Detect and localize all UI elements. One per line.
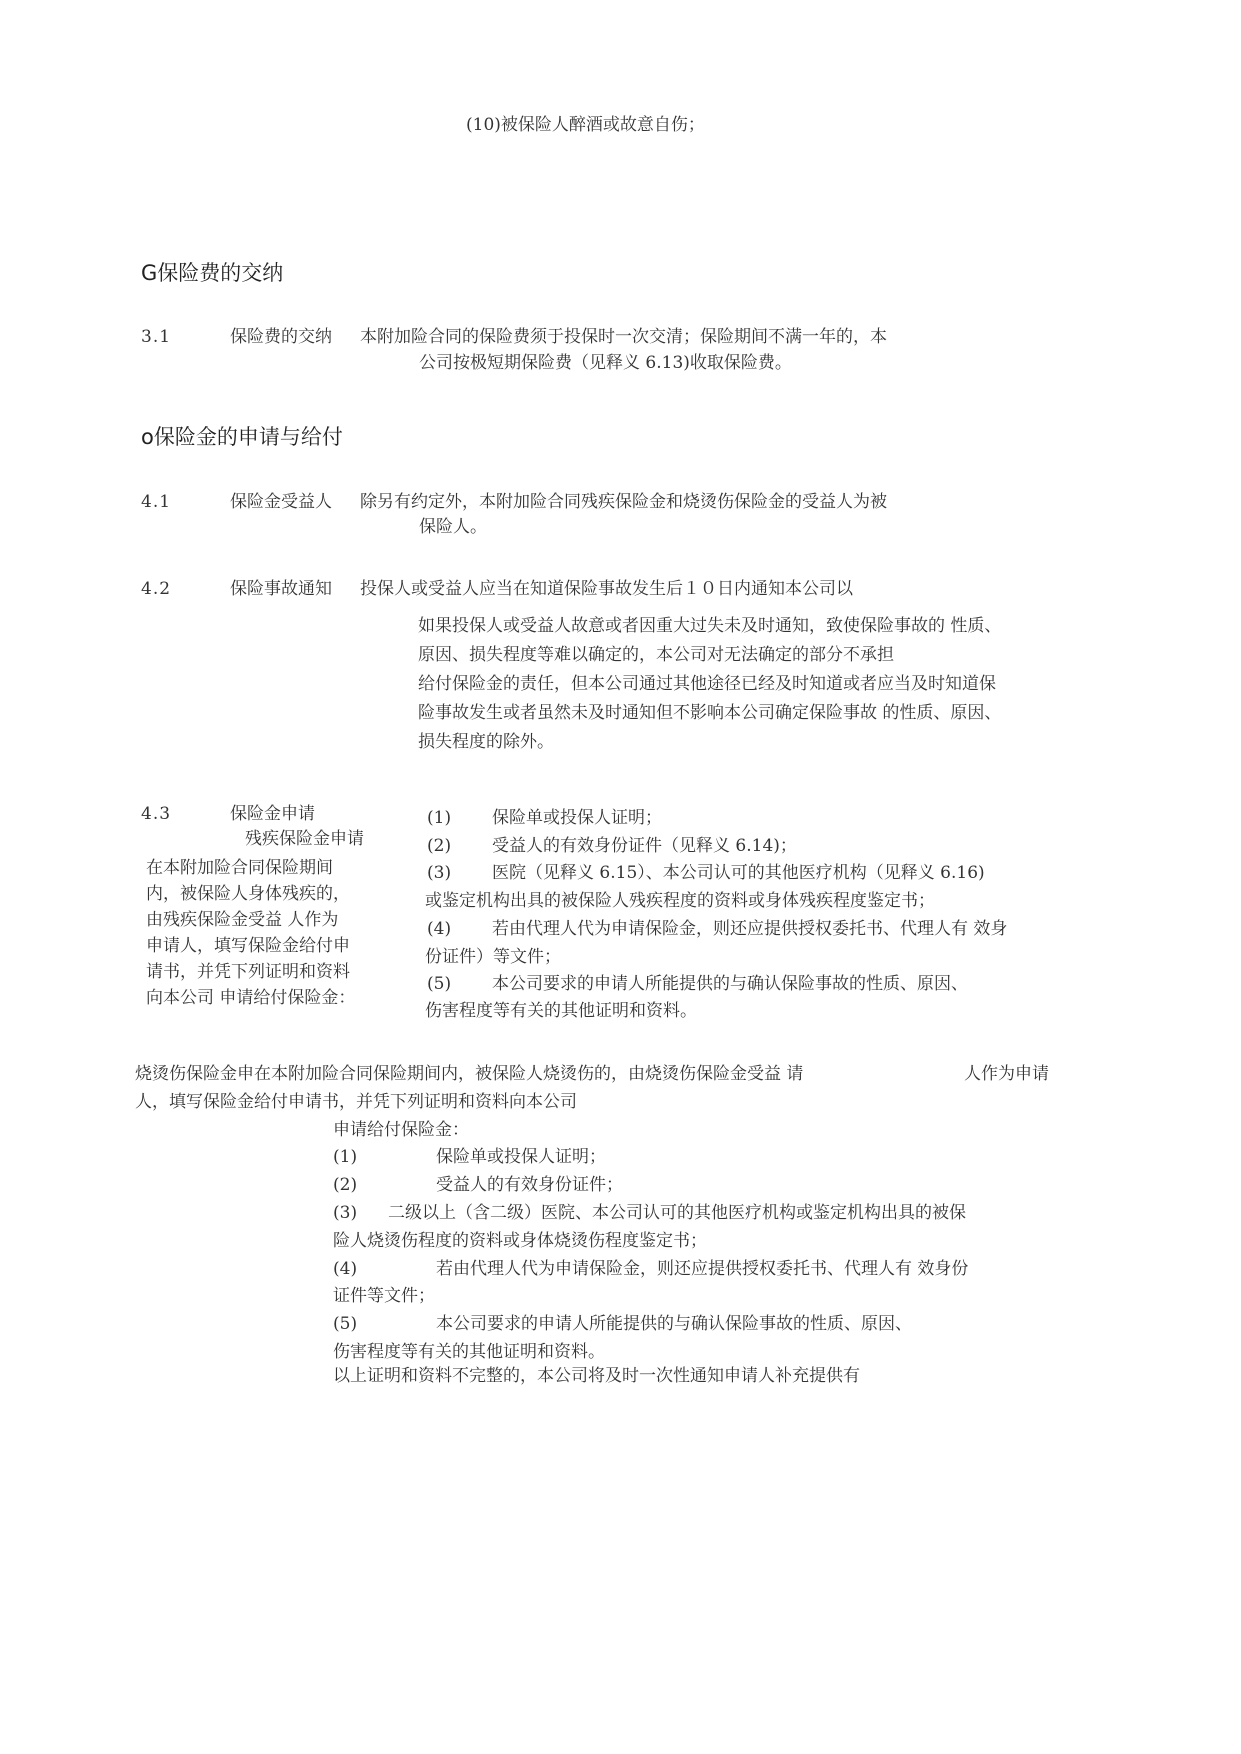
clause-label-4-1: 保险金受益人 [230,492,332,512]
burn-claim-line1: 烧烫伤保险金申在本附加险合同保险期间内，被保险人烧烫伤的，由烧烫伤保险金受益 请 [135,1064,804,1084]
list-item-text: 若由代理人代为申请保险金，则还应提供授权委托书、代理人有 效身份 [436,1259,969,1279]
clause-number-4-2: 4.2 [141,579,172,599]
list-item-continuation: 证件等文件； [333,1286,435,1306]
burn-claim-line3: 申请给付保险金： [333,1120,469,1140]
intro-line: 由残疾保险金受益 人作为 [146,910,339,930]
clause-label-4-2: 保险事故通知 [230,579,332,599]
disability-claim-intro [146,855,355,1011]
clause-text-3-1-line1: 本附加险合同的保险费须于投保时一次交清；保险期间不满一年的，本 [360,327,887,347]
intro-line: 申请人，填写保险金给付申 [146,936,350,956]
intro-line: 在本附加险合同保险期间 [146,858,333,878]
clause-text-4-1-line1: 除另有约定外，本附加险合同残疾保险金和烧烫伤保险金的受益人为被 [360,492,887,512]
list-item-text: 若由代理人代为申请保险金，则还应提供授权委托书、代理人有 效身 [492,919,1008,939]
clause-text-4-2-body [418,612,1001,757]
list-item-text: 保险单或投保人证明； [492,808,662,828]
clause-text-4-2-line1: 投保人或受益人应当在知道保险事故发生后１０日内通知本公司以 [360,579,853,599]
clause-text-3-1-line2: 公司按极短期保险费（见释义 6.13)收取保险费。 [419,353,792,373]
clause-text-line: 险事故发生或者虽然未及时通知但不影响本公司确定保险事故 的性质、原因、 [418,703,1002,723]
clause-label-3-1: 保险费的交纳 [230,327,332,347]
list-item-number: (2) [333,1175,358,1195]
list-item-number: (5) [333,1314,358,1334]
list-item-number: (1) [427,808,452,828]
list-item-number: (1) [333,1147,358,1167]
list-item-text: 受益人的有效身份证件； [436,1175,623,1195]
clause-number-3-1: 3.1 [141,327,172,347]
intro-line: 向本公司 申请给付保险金： [146,988,356,1008]
burn-claim-line2: 人，填写保险金给付申请书，并凭下列证明和资料向本公司 [135,1092,577,1112]
intro-line: 内，被保险人身体残疾的， [146,884,350,904]
clause-text-line: 原因、损失程度等难以确定的，本公司对无法确定的部分不承担 [418,645,894,665]
list-item-number: (2) [427,836,452,856]
section-title-claims: o保险金的申请与给付 [141,425,343,449]
clause-text-4-1-line2: 保险人。 [419,517,487,537]
list-item-text: 保险单或投保人证明； [436,1147,606,1167]
list-item-number: (3) [333,1203,358,1223]
disability-claim-label: 残疾保险金申请 [245,829,364,849]
list-item-continuation: 或鉴定机构出具的被保险人残疾程度的资料或身体残疾程度鉴定书； [425,891,935,911]
list-item-text: 本公司要求的申请人所能提供的与确认保险事故的性质、原因、 [436,1314,912,1334]
list-item-continuation: 伤害程度等有关的其他证明和资料。 [333,1342,605,1362]
list-item-number: (3) [427,863,452,883]
intro-line: 请书，并凭下列证明和资料 [146,962,350,982]
incomplete-documents-note: 以上证明和资料不完整的，本公司将及时一次性通知申请人补充提供有 [333,1366,860,1386]
list-item-continuation: 份证件）等文件； [425,947,561,967]
burn-claim-line1-tail: 人作为申请 [964,1064,1049,1084]
list-item-continuation: 伤害程度等有关的其他证明和资料。 [425,1001,697,1021]
clause-text-line: 如果投保人或受益人故意或者因重大过失未及时通知，致使保险事故的 性质、 [418,616,1002,636]
list-item-text: 二级以上（含二级）医院、本公司认可的其他医疗机构或鉴定机构出具的被保 [388,1203,966,1223]
list-item-number: (4) [333,1259,358,1279]
clause-number-4-1: 4.1 [141,492,172,512]
clause-number-4-3: 4.3 [141,804,172,824]
list-item-continuation: 险人烧烫伤程度的资料或身体烧烫伤程度鉴定书； [333,1231,707,1251]
clause-text-line: 损失程度的除外。 [418,732,554,752]
list-item-text: 医院（见释义 6.15）、本公司认可的其他医疗机构（见释义 6.16) [492,863,985,883]
exclusion-item-10: (10)被保险人醉酒或故意自伤； [466,115,705,135]
clause-text-line: 给付保险金的责任，但本公司通过其他途径已经及时知道或者应当及时知道保 [418,674,996,694]
list-item-number: (5) [427,974,452,994]
list-item-number: (4) [427,919,452,939]
list-item-text: 受益人的有效身份证件（见释义 6.14)； [492,836,797,856]
list-item-text: 本公司要求的申请人所能提供的与确认保险事故的性质、原因、 [492,974,968,994]
clause-label-4-3: 保险金申请 [230,804,315,824]
section-title-premium: G保险费的交纳 [141,261,284,285]
